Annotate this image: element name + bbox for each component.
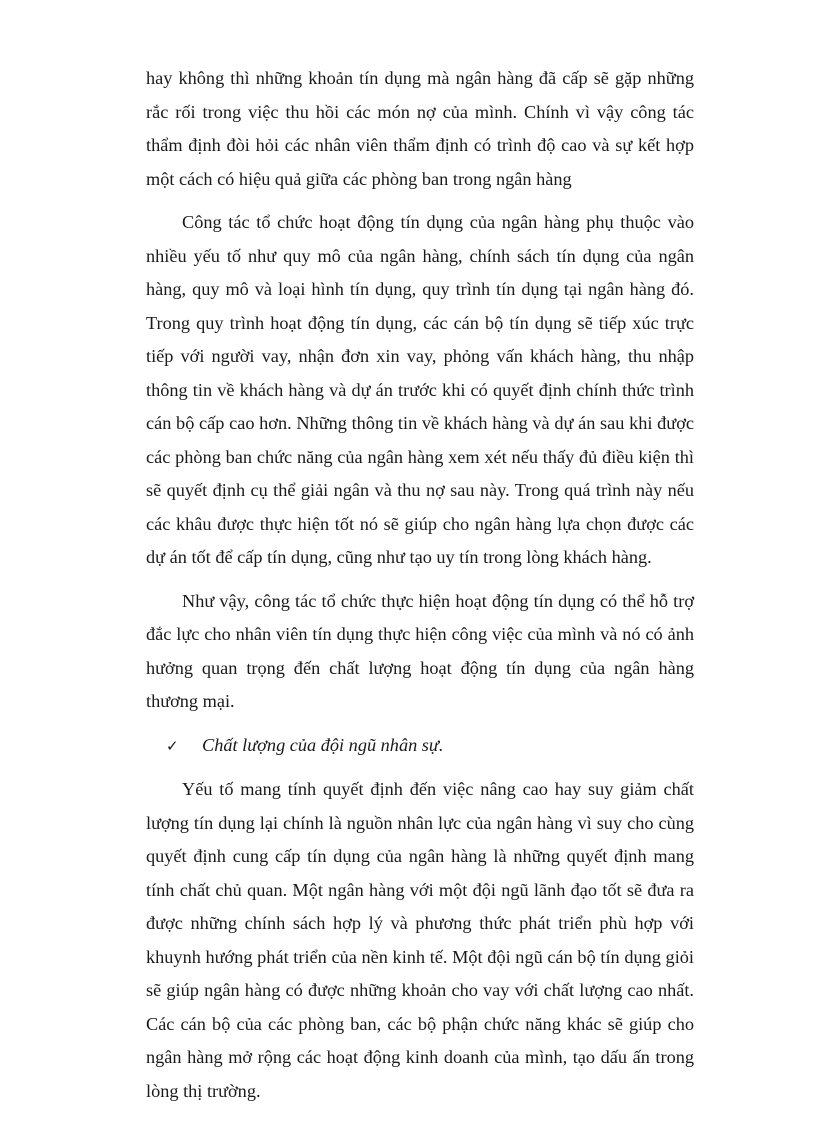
paragraph-human-resources: Yếu tố mang tính quyết định đến việc nâng cao hay suy giảm chất lượng tín dụng lại chính là nguồn nhân lực của ngân hàng vì suy cho cùng quyết định cung cấp tín dụng của ngân hàng là những quyết định mang tính chất chủ quan. Một ngân hàng với một đội ngũ lãnh đạo tốt sẽ đưa ra được những chính sách hợp lý và phương thức phát triển phù hợp với khuynh hướng phát triển của nền kinh tế. Một đội ngũ cán bộ tín dụng giỏi sẽ giúp ngân hàng có được những khoản cho vay với chất lượng cao nhất. Các cán bộ của các phòng ban, các bộ phận chức năng khác sẽ giúp cho ngân hàng mở rộng các hoạt động kinh doanh của mình, tạo dấu ấn trong lòng thị trường. <box>146 779 694 1101</box>
bullet-heading <box>146 729 694 764</box>
paragraph-continuation: hay không thì những khoản tín dụng mà ngân hàng đã cấp sẽ gặp những rắc rối trong việc thu hồi các món nợ của mình. Chính vì vậy công tác thẩm định đòi hỏi các nhân viên thẩm định có trình độ cao và sự kết hợp một cách có hiệu quả giữa các phòng ban trong ngân hàng <box>146 68 694 189</box>
document-page <box>146 62 694 1108</box>
checkmark-icon: ✓ <box>166 736 179 755</box>
paragraph-credit-organization: Công tác tổ chức hoạt động tín dụng của ngân hàng phụ thuộc vào nhiều yếu tố như quy mô của ngân hàng, chính sách tín dụng của ngân hàng, quy mô và loại hình tín dụng, quy trình tín dụng tại ngân hàng đó. Trong quy trình hoạt động tín dụng, các cán bộ tín dụng sẽ tiếp xúc trực tiếp với người vay, nhận đơn xin vay, phỏng vấn khách hàng, thu nhập thông tin về khách hàng và dự án trước khi có quyết định chính thức trình cán bộ cấp cao hơn. Những thông tin về khách hàng và dự án sau khi được các phòng ban chức năng của ngân hàng xem xét nếu thấy đủ điều kiện thì sẽ quyết định cụ thể giải ngân và thu nợ sau này. Trong quá trình này nếu các khâu được thực hiện tốt nó sẽ giúp cho ngân hàng lựa chọn được các dự án tốt để cấp tín dụng, cũng như tạo uy tín trong lòng khách hàng. <box>146 212 694 567</box>
bullet-heading-text: Chất lượng của đội ngũ nhân sự. <box>202 734 444 755</box>
paragraph-conclusion: Như vậy, công tác tổ chức thực hiện hoạt động tín dụng có thể hỗ trợ đắc lực cho nhân viên tín dụng thực hiện công việc của mình và nó có ảnh hưởng quan trọng đến chất lượng hoạt động tín dụng của ngân hàng thương mại. <box>146 590 694 711</box>
